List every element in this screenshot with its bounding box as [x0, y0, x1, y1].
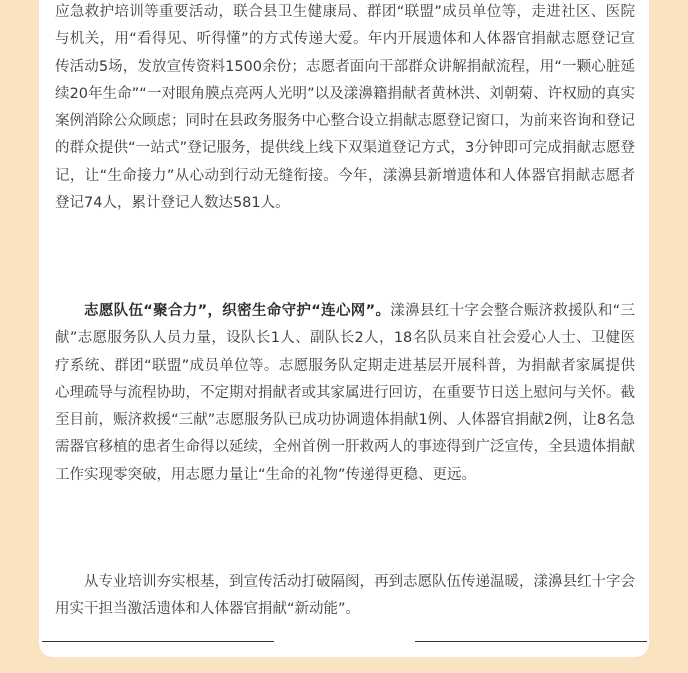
article-paragraph-2 [55, 298, 635, 489]
paragraph-2-heading: 志愿队伍“聚合力”，织密生命守护“连心网”。 [84, 303, 391, 319]
divider-right [415, 641, 647, 642]
article-card [39, 0, 649, 657]
article-paragraph-1: 应急救护培训等重要活动，联合县卫生健康局、群团“联盟”成员单位等，走进社区、医院与机关，用“看得见、听得懂”的方式传递大爱。年内开展遗体和人体器官捐献志愿登记宣传活动5场，发放宣传资料1500余份；志愿者面向干部群众讲解捐献流程，用“一颗心脏延续20年生命”“一对眼角膜点亮两人光明”以及漾濞籍捐献者黄林洪、刘朝菊、许权励的真实案例消除公众顾虑；同时在县政务服务中心整合设立捐献志愿登记窗口，为前来咨询和登记的群众提供“一站式”登记服务，提供线上线下双渠道登记方式，3分钟即可完成捐献志愿登记，让“生命接力”从心动到行动无缝衔接。今年，漾濞县新增遗体和人体器官捐献志愿者登记74人，累计登记人数达581人。 [55, 4, 635, 212]
paragraph-2-body: 漾濞县红十字会整合赈济救援队和“三献”志愿服务队人员力量，设队长1人、副队长2人，18名队员来自社会爱心人士、卫健医疗系统、群团“联盟”成员单位等。志愿服务队定期走进基层开展科普，为捐献者家属提供心理疏导与流程协助，不定期对捐献者或其家属进行回访，在重要节日送上慰问与关怀。截至目前，赈济救援“三献”志愿服务队已成功协调遗体捐献1例、人体器官捐献2例，让8名急需器官移植的患者生命得以延续，全州首例一肝救两人的事迹得到广泛宣传，全县遗体捐献工作实现零突破，用志愿力量让“生命的礼物”传递得更稳、更远。 [55, 303, 635, 483]
article-paragraph-3: 从专业培训夯实根基，到宣传活动打破隔阂，再到志愿队伍传递温暖，漾濞县红十字会用实干担当激活遗体和人体器官捐献“新动能”。 [55, 574, 635, 618]
divider-left [42, 641, 274, 642]
